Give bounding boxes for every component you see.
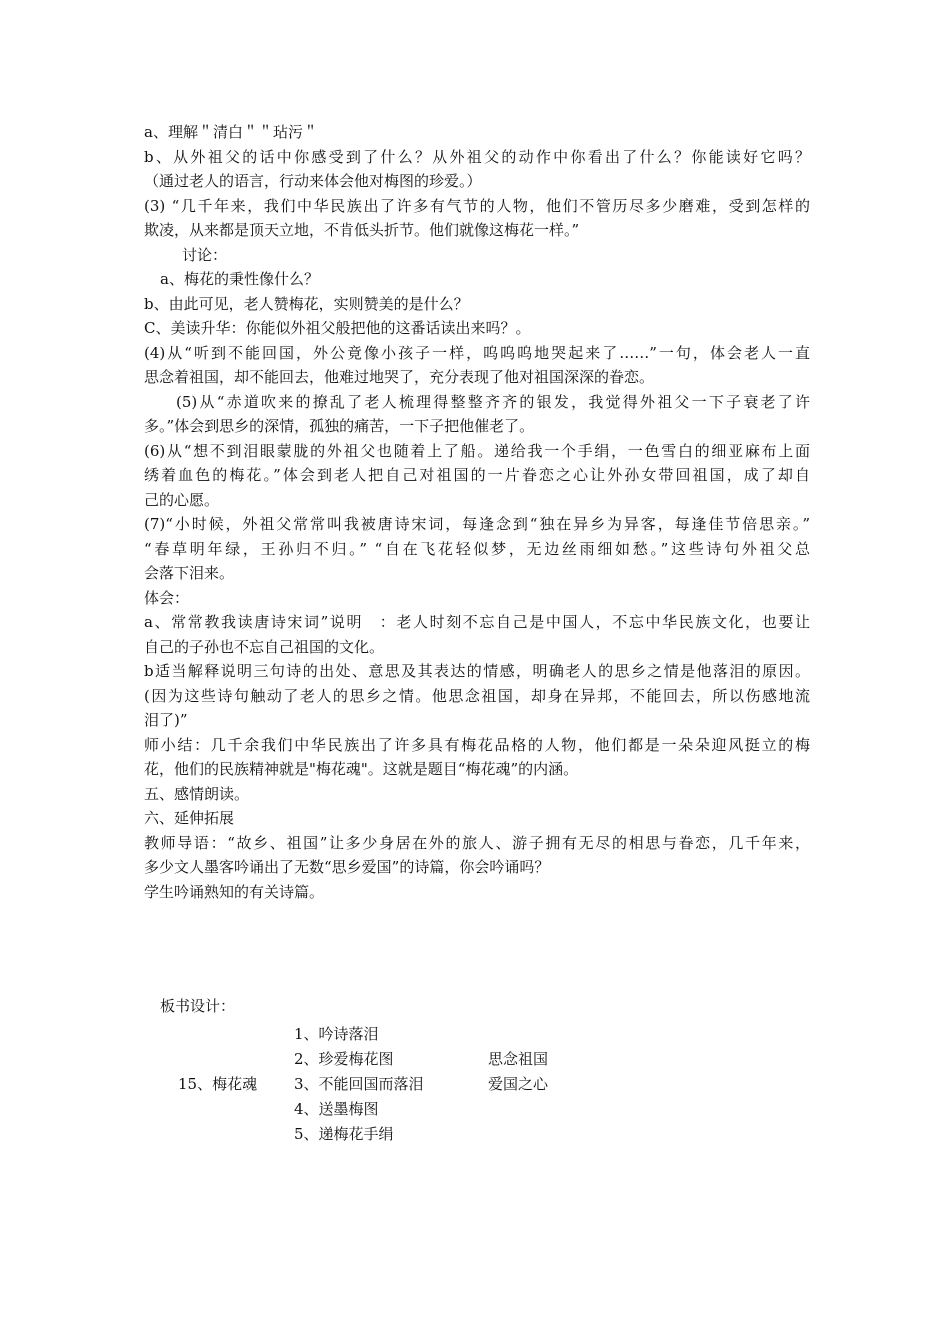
text-line: b、由此可见，老人赞梅花，实则赞美的是什么？ (144, 294, 469, 313)
board-item: 4、送墨梅图 (294, 1100, 379, 1118)
text-line: （通过老人的语言，行动来体会他对梅图的珍爱。） (144, 172, 482, 190)
text-line: 多。”体会到思乡的深情，孤独的痛苦，一下子把他催老了。 (144, 417, 535, 435)
text-line: 自己的子孙也不忘自己祖国的文化。 (144, 637, 385, 656)
text-line: 讨论： (182, 245, 228, 264)
text-line: 多少文人墨客吟诵出了无数“思乡爱国”的诗篇，你会吟诵吗？ (144, 858, 550, 876)
text-line: 泪了)” (144, 711, 188, 729)
text-line: (4)从“听到不能回国，外公竟像小孩子一样，呜呜呜地哭起来了……”一句，体会老人一直 (144, 343, 810, 362)
text-line: (3) “几千年来，我们中华民族出了许多有气节的人物，他们不管历尽多少磨难，受到怎样的 (144, 196, 810, 215)
board-side-note: 爱国之心 (488, 1075, 549, 1093)
text-line: 绣着血色的梅花。”体会到老人把自己对祖国的一片眷恋之心让外孙女带回祖国，成了却自 (144, 466, 810, 484)
board-title: 15、梅花魂 (178, 1075, 258, 1093)
board-side-note: 思念祖国 (488, 1050, 549, 1068)
text-line: a、常常教我读唐诗宋词”说明 ：老人时刻不忘自己是中国人，不忘中华民族文化，也要让 (144, 613, 810, 631)
text-line: (因为这些诗句触动了老人的思乡之情。他思念祖国，却身在异邦，不能回去，所以伤感地流 (144, 686, 810, 705)
text-line: 会落下泪来。 (144, 564, 235, 582)
text-line: 己的心愿。 (144, 490, 220, 509)
text-line: b、从外祖父的话中你感受到了什么？从外祖父的动作中你看出了什么？你能读好它吗？ (144, 147, 810, 166)
text-line: a、梅花的秉性像什么？ (160, 270, 319, 288)
board-item: 3、不能回国而落泪 (294, 1075, 424, 1093)
text-line: 花，他们的民族精神就是"梅花魂"。这就是题目“梅花魂”的内涵。 (144, 760, 579, 778)
text-line: 欺凌，从来都是顶天立地，不肯低头折节。他们就像这梅花一样。” (144, 221, 580, 239)
text-line: 体会： (144, 588, 190, 607)
text-line: 学生吟诵熟知的有关诗篇。 (144, 882, 325, 901)
document-body (144, 120, 810, 904)
text-line: C、美读升华：你能似外祖父般把他的这番话读出来吗？。 (144, 319, 531, 337)
text-line: 思念着祖国，却不能回去，他难过地哭了，充分表现了他对祖国深深的眷恋。 (144, 368, 655, 386)
section-heading: 五、感情朗读。 (144, 784, 250, 803)
text-line: (6)从“想不到泪眼蒙胧的外祖父也随着上了船。递给我一个手绢，一色雪白的细亚麻布上面 (144, 441, 810, 460)
board-item: 2、珍爱梅花图 (294, 1050, 394, 1068)
board-item: 5、递梅花手绢 (294, 1125, 394, 1143)
text-line: 教师导语：“故乡、祖国”让多少身居在外的旅人、游子拥有无尽的相思与眷恋，几千年来， (144, 833, 810, 852)
text-line: a、理解＂清白＂＂玷污＂ (144, 123, 318, 141)
section-heading: 六、延伸拓展 (144, 809, 235, 827)
text-line: (7)“小时候，外祖父常常叫我被唐诗宋词，每逢念到“独在异乡为异客，每逢佳节倍思亲。” (144, 515, 810, 533)
board-label: 板书设计： (160, 997, 236, 1015)
text-line: (5)从“赤道吹来的撩乱了老人梳理得整整齐齐的银发，我觉得外祖父一下子衰老了许 (176, 392, 810, 411)
board-item: 1、吟诗落泪 (294, 1025, 379, 1043)
text-line: 师小结：几千余我们中华民族出了许多具有梅花品格的人物，他们都是一朵朵迎风挺立的梅 (144, 735, 810, 754)
text-line: “春草明年绿，王孙归不归。” “自在飞花轻似梦，无边丝雨细如愁。”这些诗句外祖父总 (144, 539, 810, 558)
text-line: b适当解释说明三句诗的出处、意思及其表达的情感，明确老人的思乡之情是他落泪的原因。 (144, 662, 810, 680)
